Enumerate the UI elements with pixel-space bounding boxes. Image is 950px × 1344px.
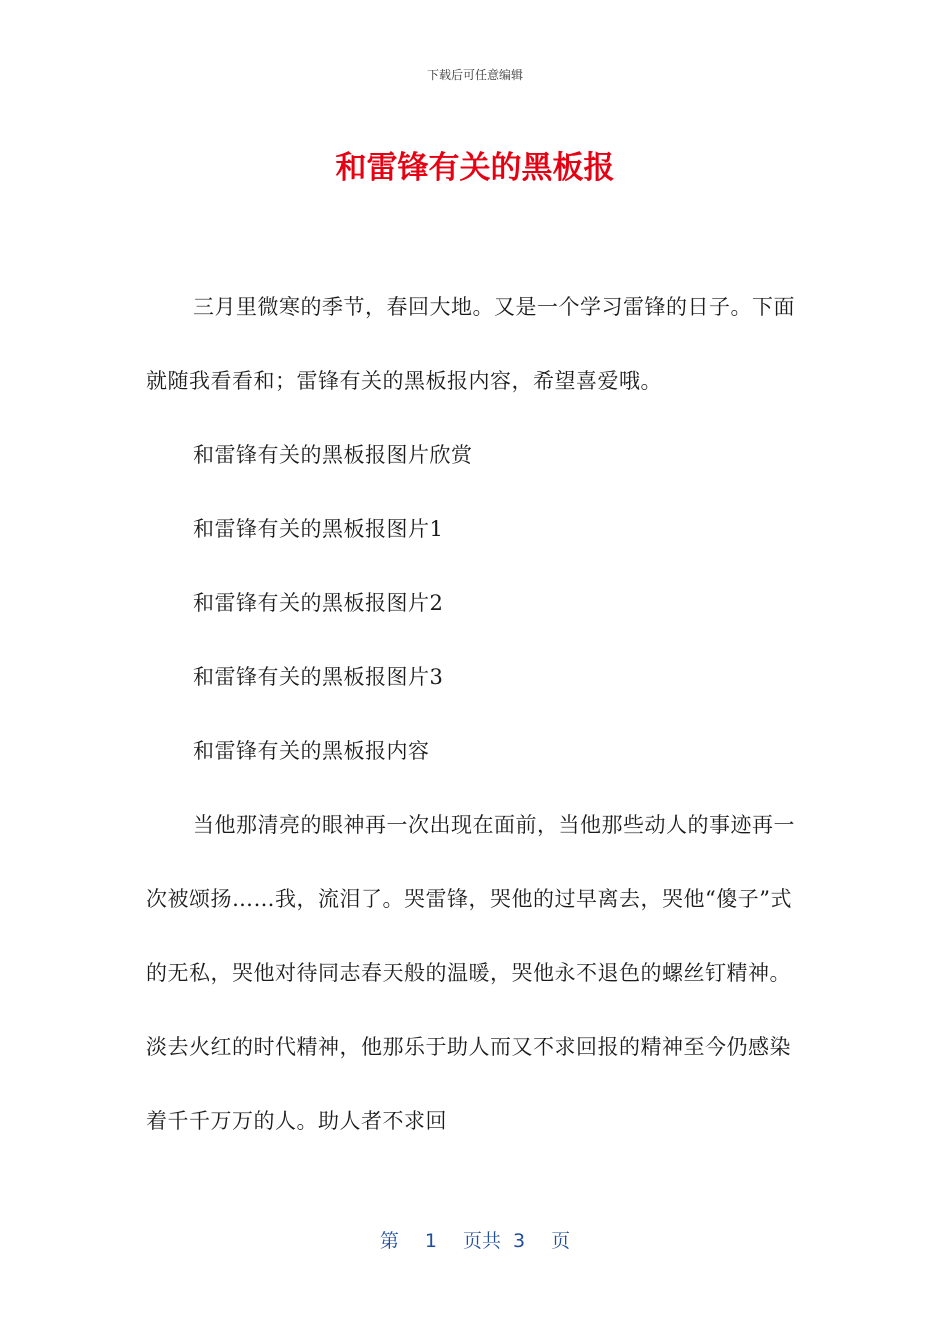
paragraph-heading-content: 和雷锋有关的黑板报内容 (193, 739, 430, 763)
document-title: 和雷锋有关的黑板报 (335, 150, 615, 186)
footer-total-pages: 3 (513, 1230, 526, 1252)
paragraph-picture-2: 和雷锋有关的黑板报图片2 (193, 591, 444, 615)
footer-suffix: 页 (551, 1230, 571, 1252)
footer-current-page: 1 (424, 1230, 437, 1252)
paragraph-intro: 三月里微寒的季节，春回大地。又是一个学习雷锋的日子。下面就随我看看和；雷锋有关的黑板报内容，希望喜爱哦。 (146, 295, 795, 393)
paragraph-picture-3: 和雷锋有关的黑板报图片3 (193, 665, 444, 689)
footer-prefix: 第 (379, 1230, 399, 1252)
document-body (146, 270, 806, 1158)
header-note: 下载后可任意编辑 (426, 68, 523, 82)
paragraph-picture-1: 和雷锋有关的黑板报图片1 (193, 517, 444, 541)
paragraph-heading-gallery: 和雷锋有关的黑板报图片欣赏 (193, 443, 473, 467)
footer-middle: 页共 (462, 1230, 501, 1252)
paragraph-content: 当他那清亮的眼神再一次出现在面前，当他那些动人的事迹再一次被颂扬……我，流泪了。哭雷锋，哭他的过早离去，哭他“傻子”式的无私，哭他对待同志春天般的温暖，哭他永不退色的螺丝钉精神。淡去火红的时代精神，他那乐于助人而又不求回报的精神至今仍感染着千千万万的人。助人者不求回 (146, 813, 795, 1133)
page-number-footer (0, 1226, 950, 1253)
